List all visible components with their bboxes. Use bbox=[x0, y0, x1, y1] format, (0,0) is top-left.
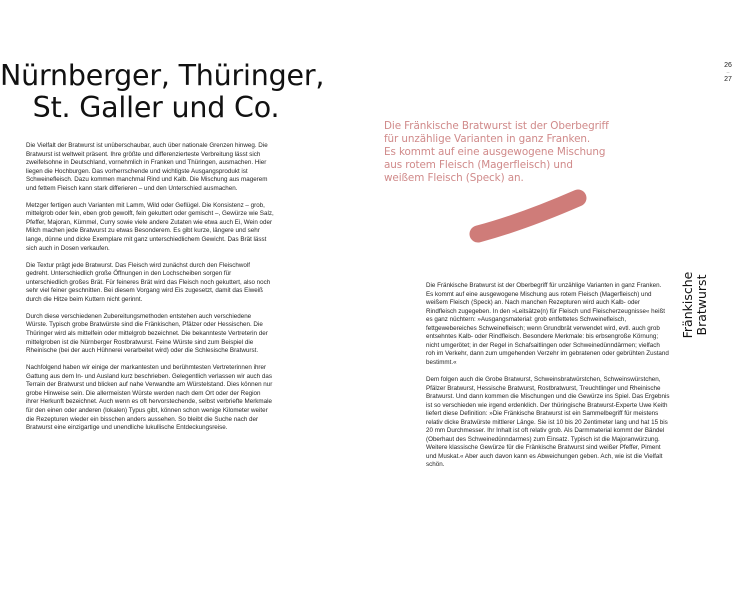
page-number-left: 26 bbox=[724, 62, 732, 69]
left-column-body bbox=[26, 142, 274, 441]
paragraph: Metzger fertigen auch Varianten mit Lamm, Wild oder Geflügel. Die Konsistenz – grob, mittelgrob oder fein, eben grob gewolft, fein gekuttert oder gemischt –, Gewürze wie Salz, Pfeffer, Majoran, Kümmel, Curry sowie viele andere Zutaten wie etwa auch Ei, Wein oder Milch machen jede Bratwurst zu etwas Besonderem. Es gibt kurze, längere und sehr lange, dünne und dicke Exemplare mit ganz unterschiedlichem Gewicht. Das Brät lässt sich auch in Dosen verkaufen. bbox=[26, 201, 274, 252]
paragraph: Nachfolgend haben wir einige der markantesten und berühmtesten Vertreterinnen ihrer Gattung aus dem In- und Ausland kurz beschrieben. Gelegentlich verlassen wir auch das Terrain der Bratwurst und blicken auf nahe Verwandte am Würstelstand. Dies können nur grobe Hinweise sein. Die allermeisten Würste werden nach dem Ort oder der Region ihrer Herkunft bezeichnet. Auch wenn es oft hervorstechende, selbst verbriefte Merkmale für den einen oder anderen (lokalen) Typus gibt, können schon wenige Kilometer weiter die Rezepturen wieder ein bisschen anders aussehen. So bleibt die Suche nach der Bratwurst eine einzigartige und unendliche lukullische Entdeckungsreise. bbox=[26, 364, 273, 432]
page-title bbox=[0, 59, 325, 124]
page-number-right: 27 bbox=[724, 75, 732, 83]
paragraph: Durch diese verschiedenen Zubereitungsmethoden entstehen auch verschiedene Würste. Typisch grobe Bratwürste sind die Fränkischen, Pfälzer oder Hessischen. Die Thüringer wird als mittelfein oder mittelgrob bezeichnet. Die bekannteste Vertreterin der mittelgroben ist die Nürnberger Rostbratwurst. Feine Würste sind zum Beispiel die Rheinische (bei der auch Hühnerei verarbeitet wird) oder die Schlesische Bratwurst. bbox=[26, 312, 268, 355]
pull-quote-line: weißem Fleisch (Speck) an. bbox=[384, 172, 524, 184]
right-column-body bbox=[426, 282, 670, 479]
vertical-title-line-1: Fränkische bbox=[680, 271, 695, 339]
brush-stroke-path bbox=[478, 198, 578, 234]
paragraph: Die Textur prägt jede Bratwurst. Das Fleisch wird zunächst durch den Fleischwolf gedreht. Unterschiedlich große Öffnungen in den Lochscheiben sorgen für unterschiedlich großes Brät. Für feineres Brät wird das Fleisch noch gekuttert, also noch sehr viel feiner geschnitten. Bei diesem Vorgang wird Eis zugesetzt, damit das Eiweiß durch die Hitze beim Kuttern nicht gerinnt. bbox=[26, 261, 271, 303]
page-numbers bbox=[712, 62, 744, 84]
paragraph: Die Fränkische Bratwurst ist der Oberbegriff für unzählige Varianten in ganz Franken. Es kommt auf eine ausgewogene Mischung aus rotem Fleisch (Magerfleisch) und weißem Fleisch (Speck) an. Nach manchen Rezepturen wird auch Kalb- oder Rindfleisch zugegeben. In den »Leitsätze(n) für Fleisch und Fleischerzeugnisse« heißt es ganz nüchtern: »Ausgangsmaterial: grob entfettetes Schweinefleisch, fettgewebereiches Schweinefleisch; wenn Grundbrät verwendet wird, evtl. auch grob entsehntes Kalb- oder Rindfleisch. Besondere Merkmale: bis erbsengroße Körnung; nicht umgerötet; in der Regel in Schafsaitlingen oder Schweinedünndärmen; vielfach roh im Verkehr, dann zum umgehenden Verzehr im gebratenen oder gebrühten Zustand bestimmt.« bbox=[426, 282, 669, 366]
paragraph: Die Vielfalt der Bratwurst ist unüberschaubar, auch über nationale Grenzen hinweg. Die Bratwurst ist weltweit präsent. Ihre größte und differenzierteste Verbreitung lässt sich zweifelsohne in Deutschland, vornehmlich in Franken und Thüringen, ausmachen. Hier liegen die Hochburgen. Das vorherrschende und wichtigste Ausgangsprodukt ist Schweinefleisch. Dazu kommen manchmal Rind und Kalb. Die Mischung aus magerem und fettem Fleisch kann stark differieren – und den Unterschied ausmachen. bbox=[26, 142, 268, 192]
section-heading-vertical bbox=[681, 270, 707, 340]
pull-quote-line: Die Fränkische Bratwurst ist der Oberbegriff bbox=[384, 120, 609, 132]
paragraph: Dem folgen auch die Grobe Bratwurst, Schweinsbratwürstchen, Schweinswürstchen, Pfälzer Bratwurst, Hessische Bratwurst, Rostbratwurst, Treuchtlinger und Rheinische Bratwurst. Und dann kommen die Mischungen und die Gewürze ins Spiel. Das Ergebnis ist so verschieden wie irgend erdenklich. Der thüringische Bratwurst-Experte Uwe Keith liefert diese Definition: »Die Fränkische Bratwurst ist ein Sammelbegriff für meistens relativ dicke Bratwürste mittlerer Länge. Sie ist 10 bis 20 Zentimeter lang und hat 15 bis 20 mm Durchmesser. Ihr Inhalt ist oft relativ grob. Als Darmmaterial kommt der Bändel (Oberhaut des Schweinedünndarmes) zum Einsatz. Typisch ist die Majoranwürzung. Weitere klassische Gewürze für die Fränkische Bratwurst sind weißer Pfeffer, Piment und Muskat.« Aber auch davon kann es Abweichungen geben. Ach, wie ist die Vielfalt schön. bbox=[426, 376, 670, 469]
page-number-separator: – bbox=[726, 69, 730, 76]
pull-quote bbox=[384, 120, 704, 185]
title-line-1: Nürnberger, Thüringer, bbox=[0, 59, 325, 92]
pull-quote-line: Es kommt auf eine ausgewogene Mischung bbox=[384, 146, 606, 158]
vertical-title-line-2: Bratwurst bbox=[693, 274, 709, 336]
pull-quote-line: aus rotem Fleisch (Magerfleisch) und bbox=[384, 159, 573, 171]
brush-stroke-decoration bbox=[468, 186, 588, 246]
title-line-2: St. Galler und Co. bbox=[32, 91, 280, 124]
pull-quote-line: für unzählige Varianten in ganz Franken. bbox=[384, 133, 591, 145]
